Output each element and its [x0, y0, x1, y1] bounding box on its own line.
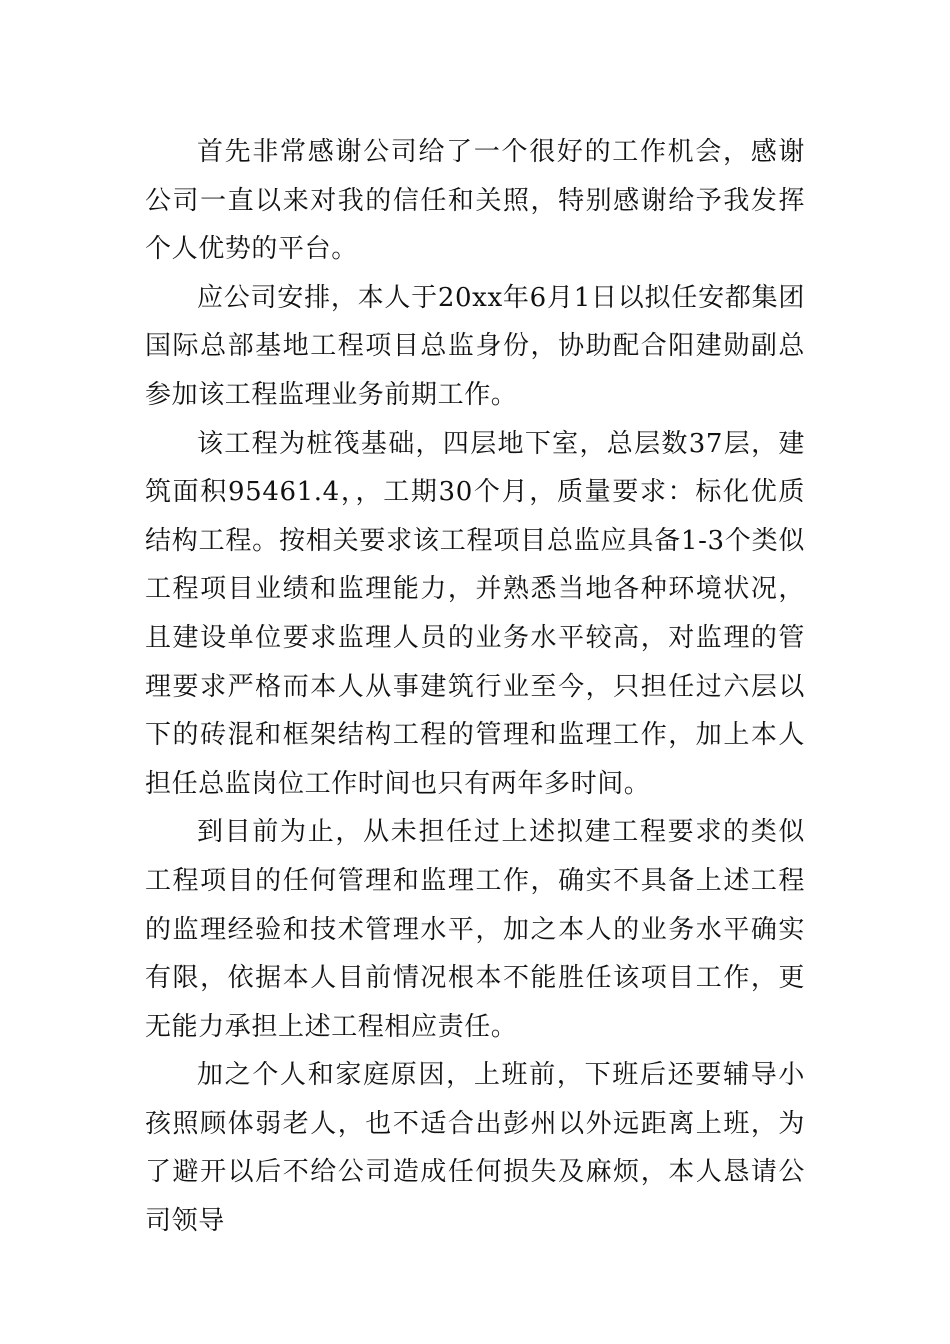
document-body — [145, 128, 805, 1246]
paragraph-personal-reasons: 加之个人和家庭原因，上班前，下班后还要辅导小孩照顾体弱老人，也不适合出彭州以外远距离上班，为了避开以后不给公司造成任何损失及麻烦，本人恳请公司领导 — [145, 1060, 805, 1237]
paragraph-project-details: 该工程为桩筏基础，四层地下室，总层数37层，建筑面积95461.4，，工期30个月，质量要求：标化优质结构工程。按相关要求该工程项目总监应具备1-3个类似工程项目业绩和监理能力，并熟悉当地各种环境状况，且建设单位要求监理人员的业务水平较高，对监理的管理要求严格而本人从事建筑行业至今，只担任过六层以下的砖混和框架结构工程的管理和监理工作，加上本人担任总监岗位工作时间也只有两年多时间。 — [145, 428, 805, 799]
paragraph-gratitude: 首先非常感谢公司给了一个很好的工作机会，感谢公司一直以来对我的信任和关照，特别感谢给予我发挥个人优势的平台。 — [145, 137, 805, 265]
paragraph-capability: 到目前为止，从未担任过上述拟建工程要求的类似工程项目的任何管理和监理工作，确实不具备上述工程的监理经验和技术管理水平，加之本人的业务水平确实有限，依据本人目前情况根本不能胜任该项目工作，更无能力承担上述工程相应责任。 — [145, 817, 805, 1042]
paragraph-assignment: 应公司安排，本人于20xx年6月1日以拟任安都集团国际总部基地工程项目总监身份，协助配合阳建勋副总参加该工程监理业务前期工作。 — [145, 282, 805, 410]
